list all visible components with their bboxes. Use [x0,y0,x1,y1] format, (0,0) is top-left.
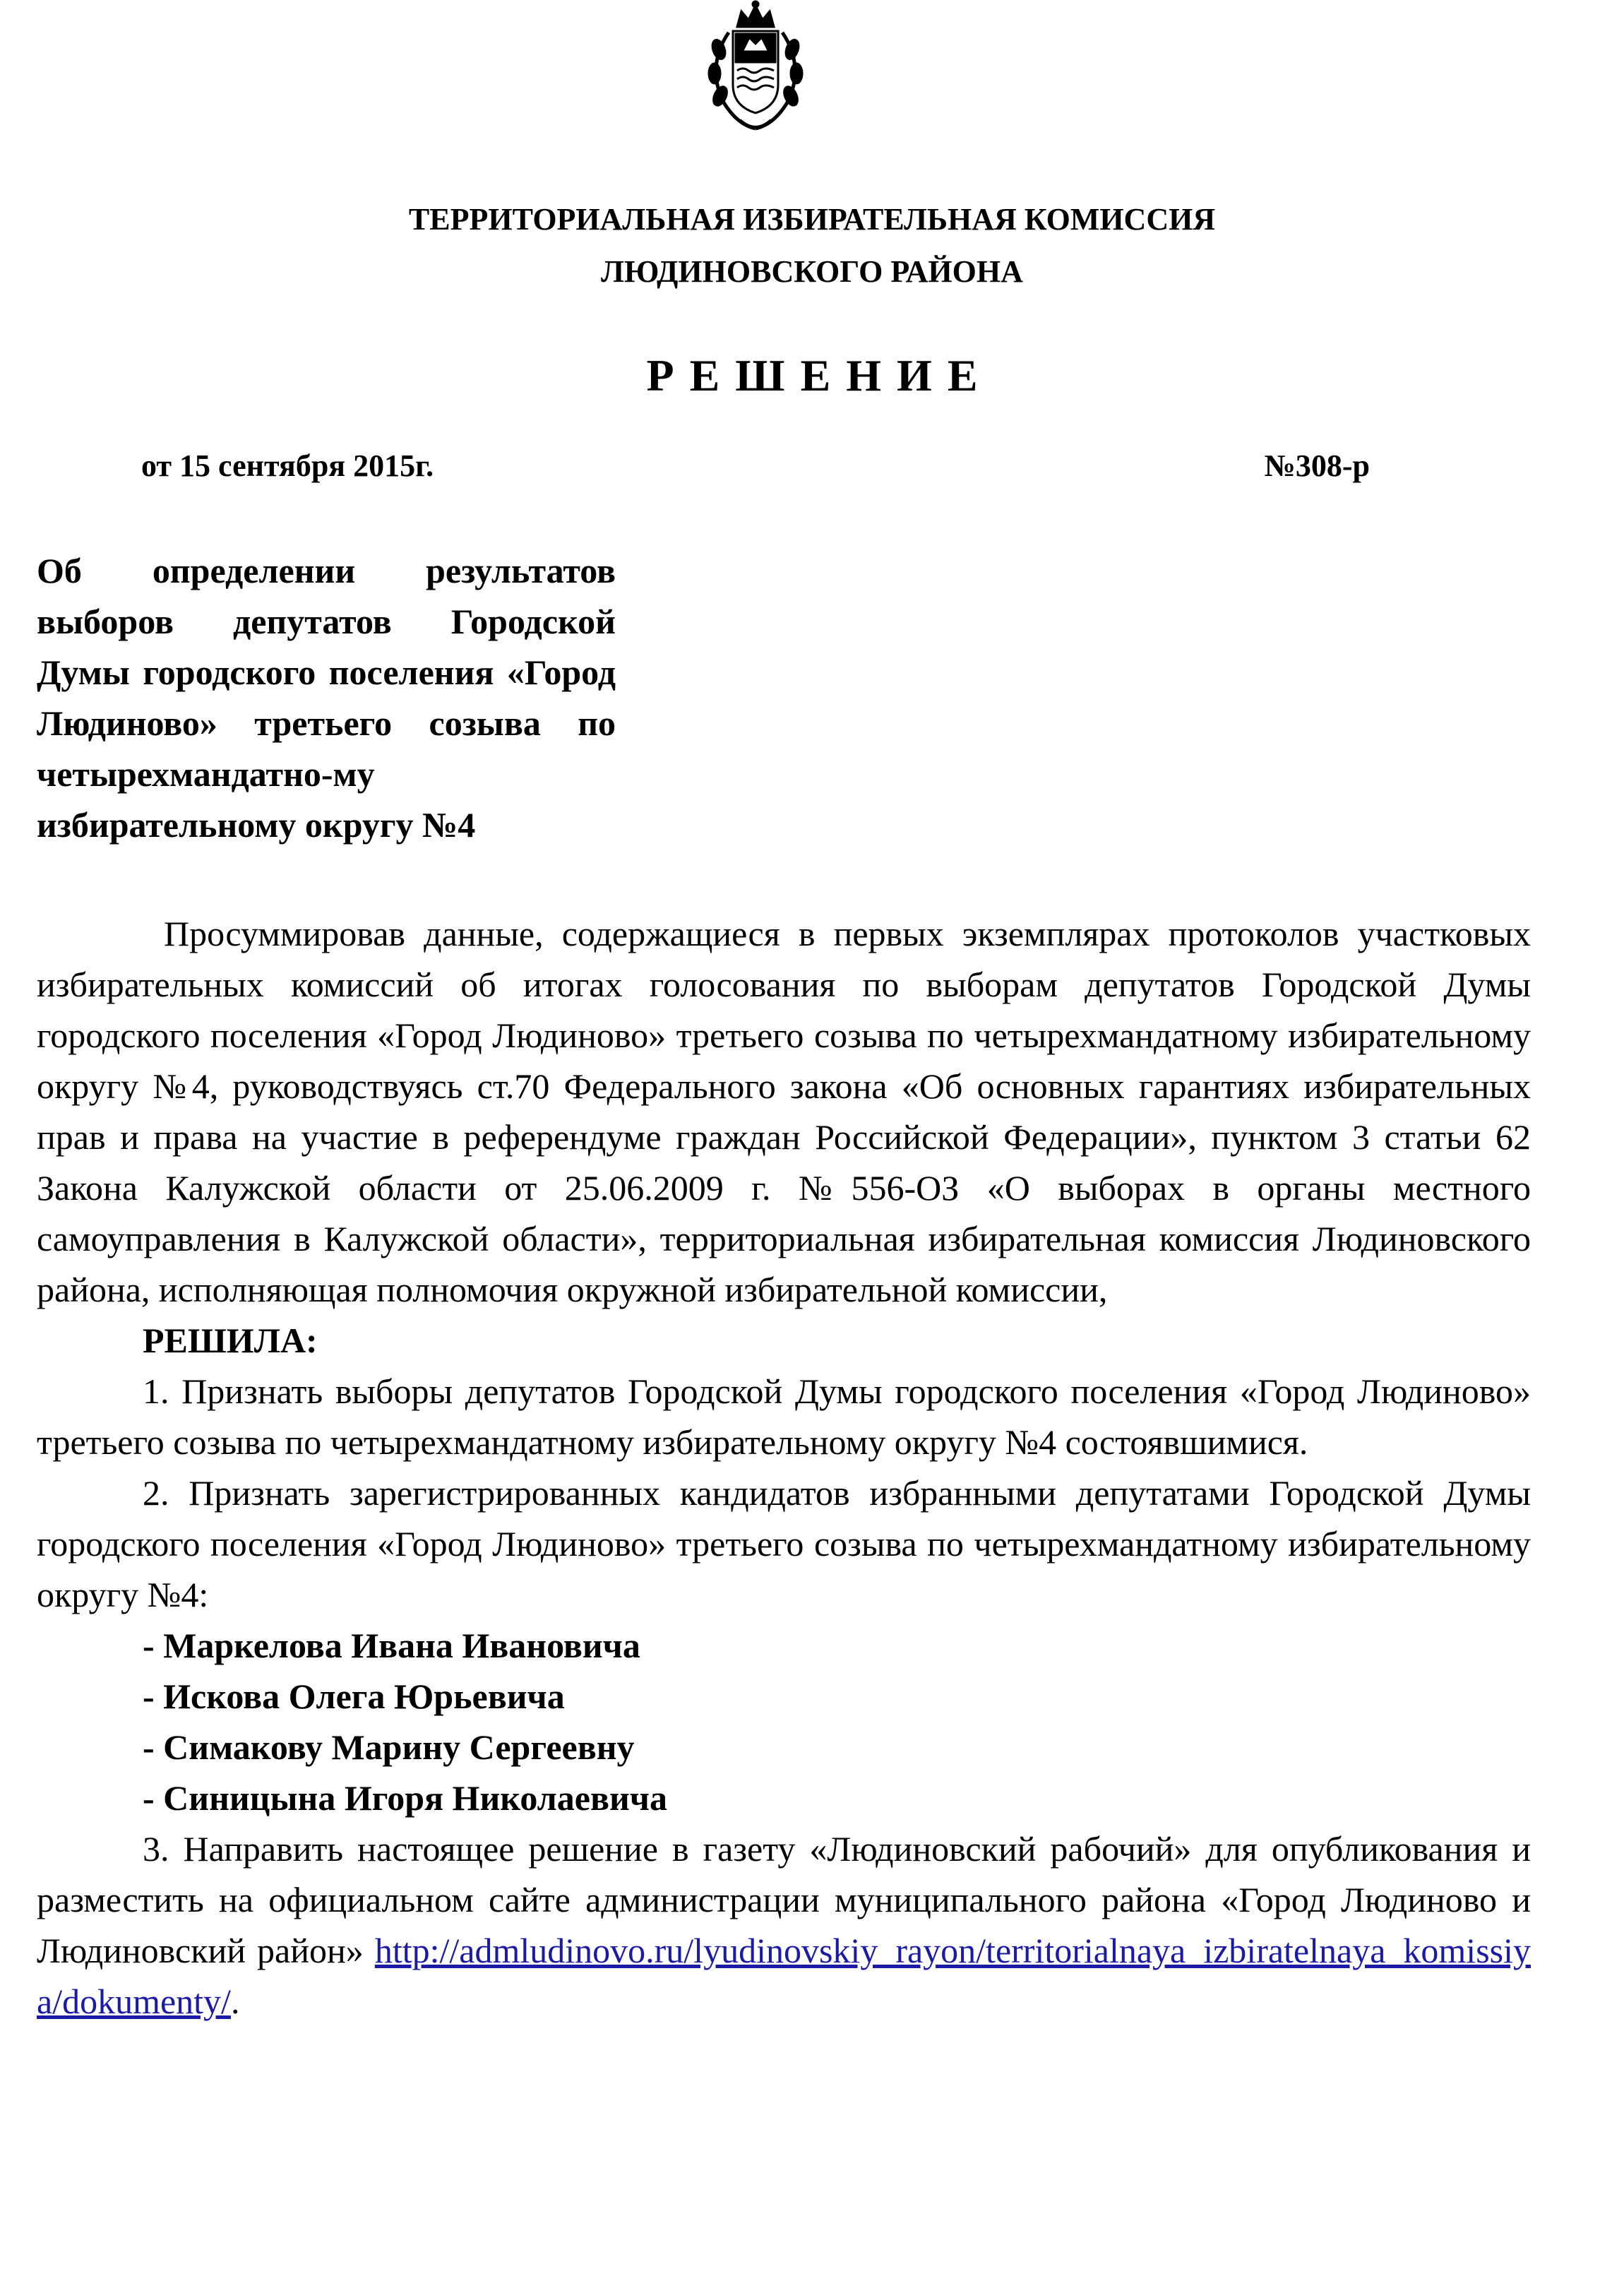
list-item: - Синицына Игоря Николаевича [143,1778,667,1818]
item-3-text: 3. Направить настоящее решение в газету «Людиновский рабочий» для опубликования и разместить на официальном сайте администрации муниципального района «Город Людиново и Людиновский район» [37,1829,1531,1970]
document-subject: Об определении результатов выборов депутатов Городской Думы городского поселения «Город Людиново» третьего созыва по четырехмандатно-му избирательному округу №4 [37,551,616,845]
item-3-paragraph [37,1823,1531,2027]
resolved-heading: РЕШИЛА: [143,1321,318,1360]
preamble-paragraph: Просуммировав данные, содержащиеся в первых экземплярах протоколов участковых избирательных комиссий об итогах голосования по выборам депутатов Городской Думы городского поселения «Город Людиново» третьего созыва по четырехмандатному избирательному округу №4, руководствуясь ст.70 Федерального закона «Об основных гарантиях избирательных прав и права на участие в референдуме граждан Российской Федерации», пунктом 3 статьи 62 Закона Калужской области от 25.06.2009 г. №556-ОЗ «О выборах в органы местного самоуправления в Калужской области», территориальная избирательная комиссия Людиновского района, исполняющая полномочия окружной избирательной комиссии, [37,914,1531,1309]
document-number: №308-р [1264,448,1370,483]
item-1-paragraph: 1. Признать выборы депутатов Городской Думы городского поселения «Город Людиново» третьего созыва по четырехмандатному избирательному округу №4 состоявшимися. [37,1371,1531,1462]
list-item: - Искова Олега Юрьевича [143,1677,565,1716]
document-date: от 15 сентября 2015г. [141,448,434,483]
item-3-end: . [230,1982,240,2021]
organization-name-line1: ТЕРРИТОРИАЛЬНАЯ ИЗБИРАТЕЛЬНАЯ КОМИССИЯ [408,202,1216,237]
elected-deputies-list [37,1620,1531,1823]
organization-name-line2: ЛЮДИНОВСКОГО РАЙОНА [601,254,1023,289]
list-item: - Симакову Марину Сергеевну [143,1727,635,1767]
document-title: РЕШЕНИЕ [646,350,993,400]
list-item: - Маркелова Ивана Ивановича [143,1626,640,1665]
document-body [37,908,1531,2027]
item-2-paragraph: 2. Признать зарегистрированных кандидатов избранными депутатами Городской Думы городского поселения «Город Людиново» третьего созыва по четырехмандатному избирательному округу №4: [37,1473,1531,1614]
kaluga-coat-of-arms-icon [700,0,811,134]
website-link[interactable]: http://admludinovo.ru/lyudinovskiy_rayon/territorialnaya_izbiratelnaya_komissiya/dokumenty/ [37,1931,1531,2021]
